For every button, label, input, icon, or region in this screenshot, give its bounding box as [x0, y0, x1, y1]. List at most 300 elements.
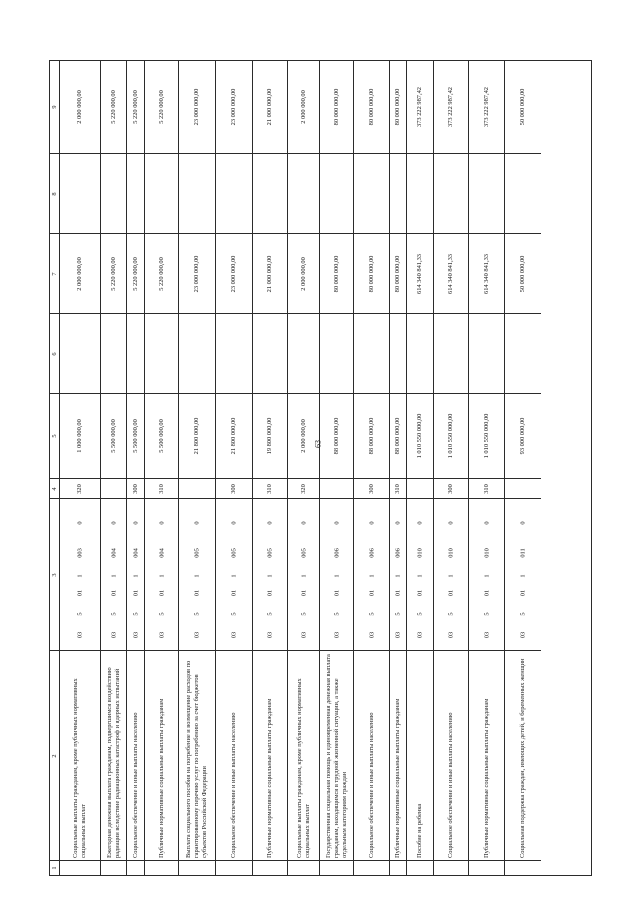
value-cell-c8: [354, 153, 389, 233]
value-cell-c4: [60, 478, 100, 498]
value-cell-c9: [127, 61, 144, 153]
amount-value: 19 800 000,00: [266, 417, 273, 455]
name-cell: [434, 650, 468, 860]
code-part: 010: [416, 548, 424, 558]
table-header-row: [50, 61, 59, 875]
amount-value: 614 340 841,33: [416, 253, 423, 294]
item-name: Социальные выплаты гражданам, кроме публичных нормативных социальных выплат: [295, 677, 311, 858]
code-part: 1: [132, 574, 139, 578]
header-cell: [50, 313, 59, 393]
value-cell-c7: [60, 233, 100, 313]
code-part: 0: [394, 521, 402, 525]
name-cell: [288, 650, 319, 860]
value-cell-c6: [434, 313, 468, 393]
code-part: 1: [368, 574, 375, 578]
row-index-cell: [127, 860, 144, 875]
item-name: Социальная поддержка граждан, имеющих детей, и беременных женщин: [519, 658, 526, 858]
table-row: [100, 61, 126, 875]
row-index-cell: [253, 860, 287, 875]
code-part: 5: [300, 612, 307, 616]
code-part: 005: [300, 548, 307, 558]
header-label: 8: [50, 191, 58, 196]
code-part: 0: [110, 521, 117, 525]
amount-value: 310: [266, 483, 273, 494]
code-part: 011: [519, 548, 527, 558]
code-part: 1: [230, 574, 238, 578]
code-part: 1: [519, 574, 527, 578]
code-part: 01: [300, 589, 307, 597]
amount-value: 93 000 000,00: [519, 417, 526, 455]
amount-value: 80 000 000,00: [332, 255, 340, 292]
code-part: 03: [158, 631, 165, 639]
code-part: 1: [300, 574, 307, 578]
code-part: 005: [230, 548, 238, 558]
value-cell-c5: [216, 393, 252, 478]
code-part: 0: [416, 521, 424, 525]
row-index-cell: [469, 860, 504, 875]
header-cell: [50, 478, 59, 498]
table-row: [59, 61, 100, 875]
value-cell-c5: [354, 393, 389, 478]
amount-value: 5 220 000,00: [131, 90, 139, 124]
code-part: 1: [483, 574, 490, 578]
code-cell: [320, 498, 353, 650]
header-label: 2: [50, 753, 58, 758]
name-cell: [469, 650, 504, 860]
value-cell-c8: [145, 153, 178, 233]
value-cell-c6: [101, 313, 126, 393]
code-cell: [469, 498, 504, 650]
row-index-cell: [407, 860, 433, 875]
amount-value: 373 222 987,42: [447, 87, 454, 127]
value-cell-c8: [179, 153, 215, 233]
table-row: [126, 61, 144, 875]
header-label: 7: [50, 271, 58, 276]
value-cell-c4: [127, 478, 144, 498]
value-cell-c9: [354, 61, 389, 153]
amount-value: 21 800 000,00: [193, 417, 200, 455]
amount-value: 80 000 000,00: [367, 255, 375, 292]
value-cell-c8: [320, 153, 353, 233]
value-cell-c4: [434, 478, 468, 498]
code-part: 03: [519, 631, 527, 639]
code-part: 0: [447, 521, 455, 525]
code-part: 006: [333, 548, 340, 558]
name-cell: [179, 650, 215, 860]
value-cell-c5: [288, 393, 319, 478]
amount-value: 614 340 841,33: [447, 253, 454, 294]
code-part: 1: [158, 574, 165, 578]
item-name: Пособие на ребенка: [416, 803, 423, 858]
value-cell-c6: [390, 313, 406, 393]
header-cell: [50, 498, 59, 650]
amount-value: 5 220 000,00: [109, 90, 117, 124]
item-name: Публичные нормативные социальные выплаты гражданам: [394, 698, 401, 858]
value-cell-c9: [288, 61, 319, 153]
amount-value: 310: [394, 483, 401, 494]
code-cell: [288, 498, 319, 650]
item-name: Государственная социальная помощь и единовременная денежная выплата гражданам, находящимся в трудной жизненной ситуации, а также отдельным категориям граждан: [324, 653, 348, 858]
amount-value: 1 010 550 000,00: [447, 413, 454, 459]
code-part: 5: [416, 612, 424, 616]
code-part: 01: [483, 589, 490, 597]
row-index-cell: [434, 860, 468, 875]
amount-value: 1 010 550 000,00: [416, 413, 423, 459]
amount-value: 23 000 000,00: [230, 255, 237, 292]
value-cell-c8: [434, 153, 468, 233]
value-cell-c7: [216, 233, 252, 313]
table-row: [144, 61, 178, 875]
value-cell-c7: [127, 233, 144, 313]
code-part: 1: [416, 574, 424, 578]
table-row: [406, 61, 433, 875]
code-part: 0: [266, 521, 274, 525]
amount-value: 614 340 841,33: [482, 253, 490, 294]
value-cell-c5: [101, 393, 126, 478]
row-index-cell: [505, 860, 541, 875]
value-cell-c4: [216, 478, 252, 498]
name-cell: [253, 650, 287, 860]
value-cell-c4: [179, 478, 215, 498]
code-part: 004: [158, 548, 165, 558]
value-cell-c8: [101, 153, 126, 233]
code-part: 010: [447, 548, 455, 558]
code-part: 03: [266, 631, 274, 639]
amount-value: 1 000 000,00: [76, 419, 83, 453]
value-cell-c9: [469, 61, 504, 153]
table-row: [319, 61, 353, 875]
code-part: 03: [394, 631, 402, 639]
code-part: 5: [394, 612, 402, 616]
code-part: 1: [333, 574, 340, 578]
amount-value: 300: [131, 483, 139, 494]
amount-value: 80 000 000,00: [394, 88, 401, 126]
value-cell-c4: [390, 478, 406, 498]
value-cell-c7: [179, 233, 215, 313]
amount-value: 50 000 000,00: [519, 255, 526, 292]
name-cell: [216, 650, 252, 860]
code-cell: [145, 498, 178, 650]
code-cell: [179, 498, 215, 650]
value-cell-c8: [216, 153, 252, 233]
code-part: 01: [416, 589, 424, 597]
value-cell-c9: [253, 61, 287, 153]
value-cell-c5: [145, 393, 178, 478]
item-name: Социальное обеспечение и иные выплаты населению: [131, 711, 139, 858]
item-name: Социальное обеспечение и иные выплаты населению: [230, 711, 237, 858]
code-part: 5: [519, 612, 527, 616]
amount-value: 5 500 000,00: [131, 419, 139, 453]
row-index-cell: [320, 860, 353, 875]
code-part: 03: [76, 631, 84, 639]
header-cell: [50, 860, 59, 875]
code-part: 5: [76, 612, 84, 616]
amount-value: 310: [157, 483, 165, 494]
amount-value: 80 000 000,00: [367, 88, 375, 126]
header-label: 6: [50, 351, 58, 356]
amount-value: 2 000 000,00: [299, 90, 307, 124]
code-cell: [505, 498, 541, 650]
row-index-cell: [179, 860, 215, 875]
amount-value: 320: [76, 483, 83, 494]
code-part: 1: [193, 574, 201, 578]
value-cell-c4: [505, 478, 541, 498]
value-cell-c6: [179, 313, 215, 393]
item-name: Ежегодная денежная выплата гражданам, подвергшимся воздействию радиации вследствие радиационных катастроф и ядерных испытаний: [105, 666, 121, 858]
amount-value: 373 222 987,42: [482, 87, 490, 127]
code-part: 01: [110, 589, 117, 597]
table-row: [468, 61, 504, 875]
budget-table: [49, 60, 592, 876]
code-part: 03: [447, 631, 455, 639]
value-cell-c7: [101, 233, 126, 313]
value-cell-c5: [179, 393, 215, 478]
code-part: 1: [394, 574, 402, 578]
name-cell: [127, 650, 144, 860]
amount-value: 80 000 000,00: [394, 255, 401, 292]
header-cell: [50, 153, 59, 233]
value-cell-c4: [320, 478, 353, 498]
code-part: 01: [333, 589, 340, 597]
header-label: 5: [50, 434, 58, 438]
amount-value: 5 500 000,00: [157, 419, 165, 453]
code-part: 03: [416, 631, 424, 639]
code-part: 5: [266, 612, 274, 616]
code-cell: [253, 498, 287, 650]
code-part: 03: [230, 631, 238, 639]
page-number: 63: [313, 440, 323, 448]
name-cell: [354, 650, 389, 860]
value-cell-c8: [407, 153, 433, 233]
value-cell-c6: [216, 313, 252, 393]
amount-value: 2 000 000,00: [299, 419, 307, 453]
item-name: Выплата социального пособия на погребение и возмещение расходов по гарантированному перечню услуг по погребению за счет бюджетов субъектов Российской Федерации: [185, 660, 208, 858]
code-part: 5: [333, 612, 340, 616]
value-cell-c9: [434, 61, 468, 153]
header-label: 4: [50, 486, 58, 491]
name-cell: [407, 650, 433, 860]
code-part: 03: [300, 631, 307, 639]
code-part: 1: [447, 574, 455, 578]
row-index-cell: [216, 860, 252, 875]
code-part: 0: [333, 521, 340, 525]
code-part: 01: [394, 589, 402, 597]
value-cell-c4: [101, 478, 126, 498]
value-cell-c6: [354, 313, 389, 393]
amount-value: 300: [447, 483, 454, 494]
code-part: 01: [447, 589, 455, 597]
amount-value: 320: [299, 483, 307, 494]
value-cell-c9: [145, 61, 178, 153]
table-row: [433, 61, 468, 875]
header-cell: [50, 393, 59, 478]
code-part: 0: [368, 521, 375, 525]
code-part: 006: [394, 548, 402, 558]
row-index-cell: [354, 860, 389, 875]
value-cell-c8: [127, 153, 144, 233]
code-cell: [127, 498, 144, 650]
value-cell-c7: [320, 233, 353, 313]
code-part: 006: [368, 548, 375, 558]
value-cell-c5: [469, 393, 504, 478]
row-index-cell: [60, 860, 100, 875]
header-cell: [50, 650, 59, 860]
row-index-cell: [288, 860, 319, 875]
amount-value: 80 000 000,00: [332, 88, 340, 126]
table-row: [178, 61, 215, 875]
value-cell-c4: [469, 478, 504, 498]
code-cell: [434, 498, 468, 650]
item-name: Публичные нормативные социальные выплаты гражданам: [482, 698, 490, 858]
value-cell-c8: [505, 153, 541, 233]
amount-value: 310: [482, 483, 490, 494]
value-cell-c6: [145, 313, 178, 393]
code-part: 03: [110, 631, 117, 639]
value-cell-c5: [320, 393, 353, 478]
value-cell-c8: [253, 153, 287, 233]
value-cell-c7: [354, 233, 389, 313]
name-cell: [101, 650, 126, 860]
amount-value: 21 800 000,00: [230, 417, 237, 455]
value-cell-c9: [390, 61, 406, 153]
code-cell: [60, 498, 100, 650]
amount-value: 21 000 000,00: [266, 88, 273, 126]
code-part: 01: [76, 589, 84, 597]
code-part: 010: [483, 548, 490, 558]
code-cell: [101, 498, 126, 650]
code-part: 01: [368, 589, 375, 597]
value-cell-c4: [145, 478, 178, 498]
amount-value: 2 000 000,00: [76, 90, 83, 124]
amount-value: 373 222 987,42: [416, 87, 423, 127]
amount-value: 21 000 000,00: [266, 255, 273, 292]
code-part: 004: [132, 548, 139, 558]
code-part: 03: [483, 631, 490, 639]
item-name: Социальное обеспечение и иные выплаты населению: [367, 711, 375, 858]
code-part: 1: [76, 574, 84, 578]
code-cell: [216, 498, 252, 650]
row-index-cell: [390, 860, 406, 875]
item-name: Публичные нормативные социальные выплаты гражданам: [157, 698, 165, 858]
value-cell-c6: [288, 313, 319, 393]
amount-value: 2 000 000,00: [76, 256, 83, 291]
value-cell-c5: [407, 393, 433, 478]
code-part: 005: [266, 548, 274, 558]
code-cell: [407, 498, 433, 650]
code-part: 5: [110, 612, 117, 616]
value-cell-c9: [505, 61, 541, 153]
value-cell-c8: [390, 153, 406, 233]
item-name: Публичные нормативные социальные выплаты гражданам: [266, 698, 273, 858]
value-cell-c7: [145, 233, 178, 313]
amount-value: 50 000 000,00: [519, 88, 526, 126]
amount-value: 88 000 000,00: [367, 417, 375, 455]
value-cell-c8: [60, 153, 100, 233]
value-cell-c8: [288, 153, 319, 233]
item-name: Социальное обеспечение и иные выплаты населению: [447, 711, 454, 858]
name-cell: [320, 650, 353, 860]
code-part: 0: [132, 521, 139, 525]
code-part: 0: [158, 521, 165, 525]
code-part: 1: [110, 574, 117, 578]
value-cell-c6: [505, 313, 541, 393]
amount-value: 5 220 000,00: [157, 90, 165, 124]
amount-value: 23 000 000,00: [230, 88, 237, 126]
header-label: 1: [50, 866, 58, 870]
value-cell-c9: [407, 61, 433, 153]
code-cell: [354, 498, 389, 650]
value-cell-c6: [469, 313, 504, 393]
value-cell-c4: [354, 478, 389, 498]
value-cell-c5: [390, 393, 406, 478]
code-part: 01: [132, 589, 139, 597]
code-part: 01: [193, 589, 201, 597]
row-index-cell: [101, 860, 126, 875]
value-cell-c4: [288, 478, 319, 498]
amount-value: 300: [367, 483, 375, 494]
value-cell-c5: [505, 393, 541, 478]
value-cell-c9: [320, 61, 353, 153]
name-cell: [60, 650, 100, 860]
table-row: [504, 61, 541, 875]
code-part: 0: [483, 521, 490, 525]
value-cell-c4: [253, 478, 287, 498]
header-label: 3: [50, 572, 58, 577]
code-part: 03: [368, 631, 375, 639]
code-part: 0: [76, 521, 84, 525]
code-part: 0: [519, 521, 527, 525]
value-cell-c5: [127, 393, 144, 478]
code-part: 5: [483, 612, 490, 616]
value-cell-c9: [179, 61, 215, 153]
value-cell-c8: [469, 153, 504, 233]
amount-value: 300: [230, 483, 237, 494]
code-part: 004: [110, 548, 117, 558]
table-row: [287, 61, 319, 875]
code-part: 5: [158, 612, 165, 616]
amount-value: 5 220 000,00: [109, 256, 117, 291]
value-cell-c7: [434, 233, 468, 313]
value-cell-c5: [253, 393, 287, 478]
header-label: 9: [50, 105, 58, 109]
amount-value: 5 220 000,00: [131, 256, 139, 291]
amount-value: 23 000 000,00: [193, 88, 200, 126]
code-part: 03: [333, 631, 340, 639]
value-cell-c6: [253, 313, 287, 393]
value-cell-c5: [434, 393, 468, 478]
amount-value: 2 000 000,00: [299, 256, 307, 291]
header-cell: [50, 61, 59, 153]
value-cell-c6: [320, 313, 353, 393]
code-part: 01: [230, 589, 238, 597]
code-part: 0: [230, 521, 238, 525]
value-cell-c5: [60, 393, 100, 478]
amount-value: 88 000 000,00: [394, 417, 401, 455]
value-cell-c4: [407, 478, 433, 498]
value-cell-c7: [505, 233, 541, 313]
code-part: 5: [230, 612, 238, 616]
name-cell: [390, 650, 406, 860]
code-part: 01: [519, 589, 527, 597]
name-cell: [505, 650, 541, 860]
amount-value: 88 000 000,00: [332, 417, 340, 455]
amount-value: 1 010 550 000,00: [482, 413, 490, 459]
value-cell-c6: [407, 313, 433, 393]
value-cell-c9: [60, 61, 100, 153]
code-part: 5: [447, 612, 455, 616]
table-row: [353, 61, 389, 875]
item-name: Социальные выплаты гражданам, кроме публичных нормативных социальных выплат: [72, 677, 87, 858]
